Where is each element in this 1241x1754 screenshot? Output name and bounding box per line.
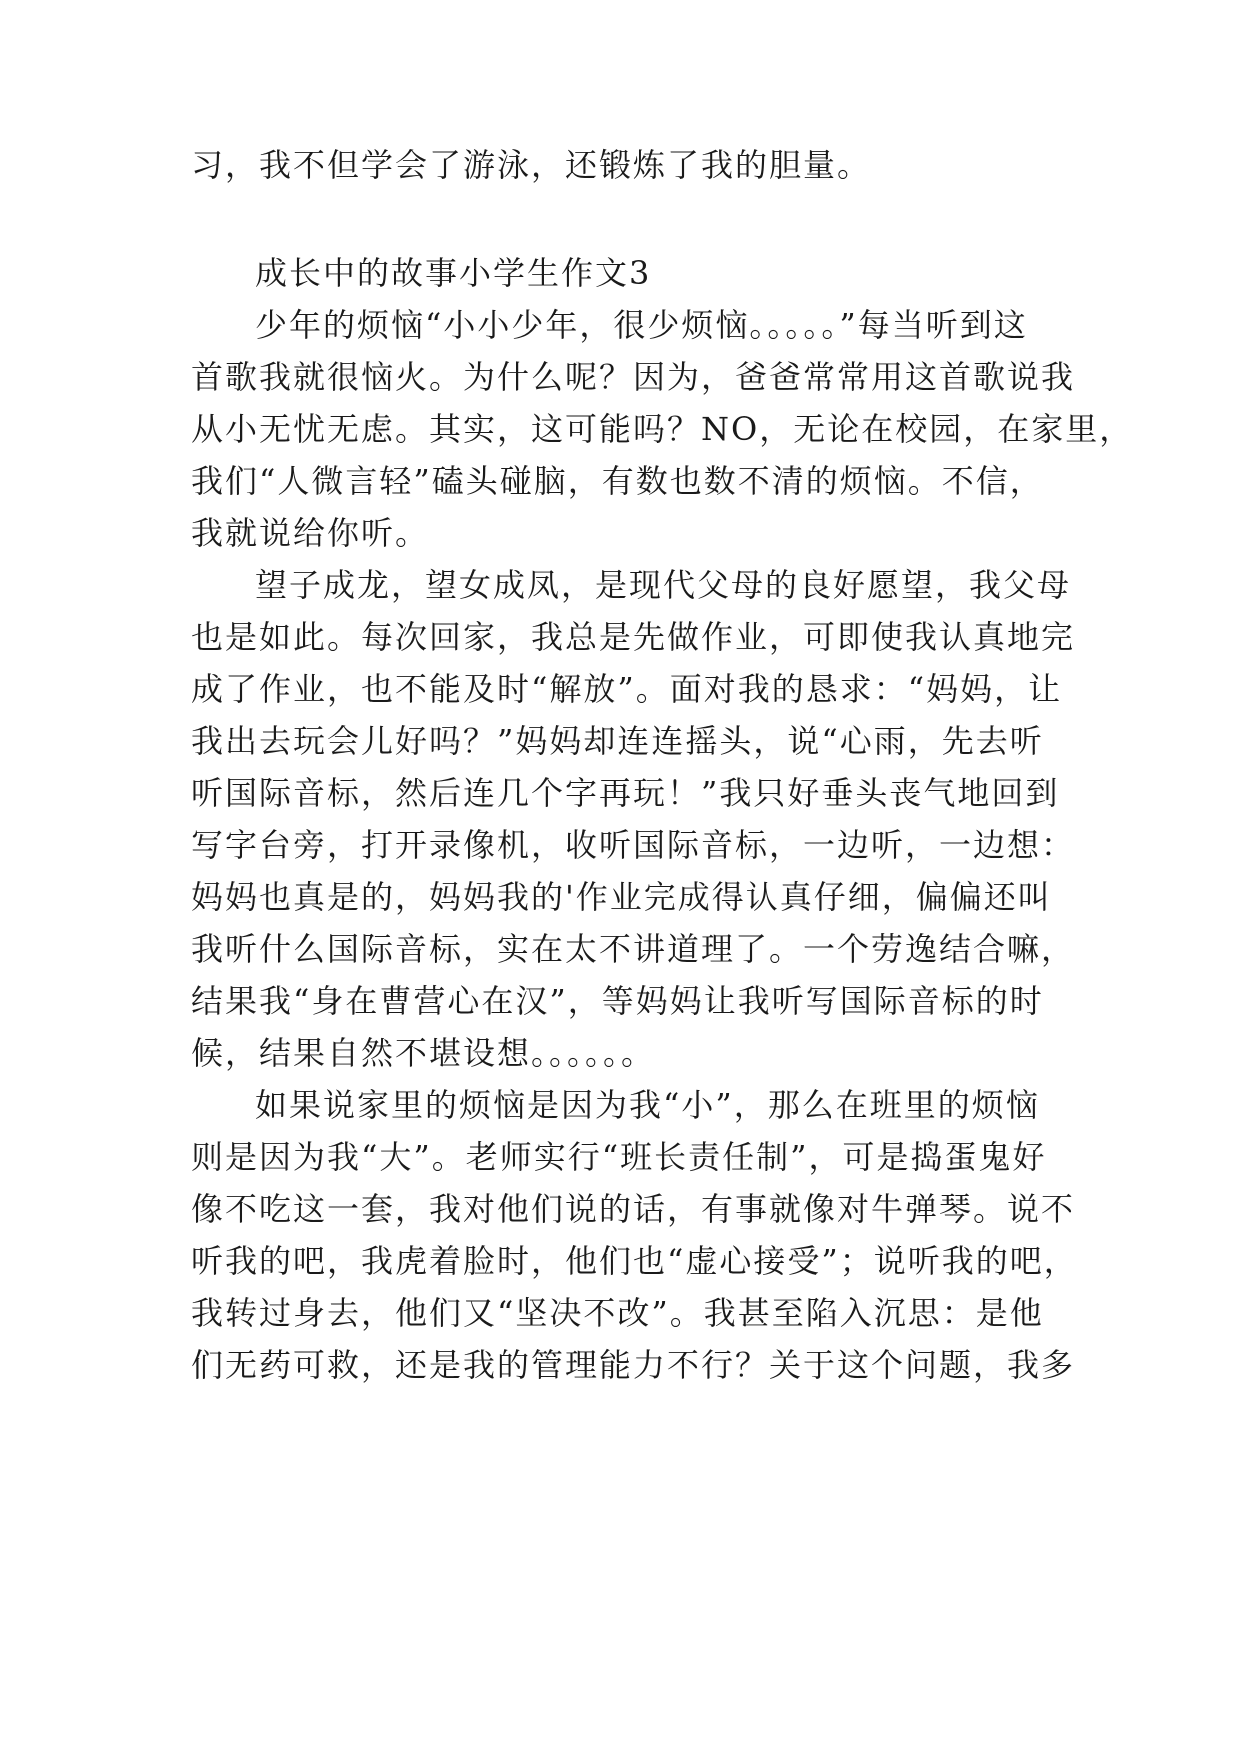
paragraph-2-line-9: 结果我“身在曹营心在汉”，等妈妈让我听写国际音标的时 xyxy=(191,982,1044,1020)
paragraph-2-line-3: 成了作业，也不能及时“解放”。面对我的恳求：“妈妈，让 xyxy=(191,670,1063,708)
paragraph-2-line-5: 听国际音标，然后连几个字再玩！”我只好垂头丧气地回到 xyxy=(191,774,1060,812)
paragraph-3-line-6: 们无药可救，还是我的管理能力不行？关于这个问题，我多 xyxy=(191,1346,1076,1384)
paragraph-3-line-2: 则是因为我“大”。老师实行“班长责任制”，可是捣蛋鬼好 xyxy=(191,1138,1047,1176)
paragraph-2-line-2: 也是如此。每次回家，我总是先做作业，可即使我认真地完 xyxy=(191,618,1076,656)
paragraph-3-line-1: 如果说家里的烦恼是因为我“小”，那么在班里的烦恼 xyxy=(255,1086,1040,1124)
paragraph-2-line-8: 我听什么国际音标，实在太不讲道理了。一个劳逸结合嘛， xyxy=(191,930,1076,968)
paragraph-3-line-3: 像不吃这一套，我对他们说的话，有事就像对牛弹琴。说不 xyxy=(191,1190,1076,1228)
paragraph-2-line-7: 妈妈也真是的，妈妈我的'作业完成得认真仔细，偏偏还叫 xyxy=(191,878,1052,916)
paragraph-3-line-5: 我转过身去，他们又“坚决不改”。我甚至陷入沉思：是他 xyxy=(191,1294,1044,1332)
continuation-line: 习，我不但学会了游泳，还锻炼了我的胆量。 xyxy=(191,146,872,184)
paragraph-1-line-3: 从小无忧无虑。其实，这可能吗？NO，无论在校园，在家里， xyxy=(191,410,1134,448)
paragraph-2-line-6: 写字台旁，打开录像机，收听国际音标，一边听，一边想： xyxy=(191,826,1076,864)
paragraph-2-line-4: 我出去玩会儿好吗？”妈妈却连连摇头，说“心雨，先去听 xyxy=(191,722,1044,760)
section-heading: 成长中的故事小学生作文3 xyxy=(255,254,652,292)
paragraph-2-line-1: 望子成龙，望女成凤，是现代父母的良好愿望，我父母 xyxy=(255,566,1072,604)
paragraph-1-line-1: 少年的烦恼“小小少年，很少烦恼。。。。。”每当听到这 xyxy=(255,306,1028,344)
paragraph-2-line-10: 候，结果自然不堪设想。。。。。。 xyxy=(191,1034,656,1072)
paragraph-1-line-5: 我就说给你听。 xyxy=(191,514,430,552)
paragraph-1-line-4: 我们“人微言轻”磕头碰脑，有数也数不清的烦恼。不信， xyxy=(191,462,1044,500)
paragraph-1-line-2: 首歌我就很恼火。为什么呢？因为，爸爸常常用这首歌说我 xyxy=(191,358,1076,396)
paragraph-3-line-4: 听我的吧，我虎着脸时，他们也“虚心接受”；说听我的吧， xyxy=(191,1242,1078,1280)
